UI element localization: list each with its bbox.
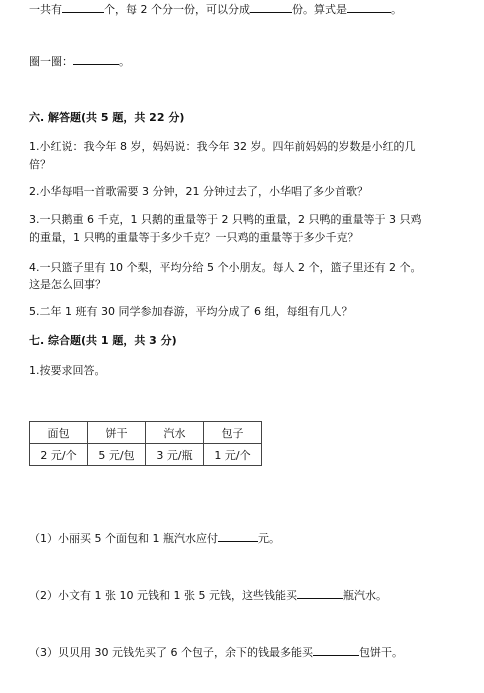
answer-blank[interactable]: [250, 2, 292, 13]
table-cell: 5 元/包: [88, 444, 146, 466]
answer-blank[interactable]: [347, 2, 391, 13]
circle-instruction: [29, 54, 130, 69]
table-cell: 3 元/瓶: [146, 444, 204, 466]
table-cell: 包子: [204, 422, 262, 444]
question-4-line-1: 4.一只篮子里有 10 个梨，平均分给 5 个小朋友。每人 2 个，篮子里还有 2 个。: [29, 261, 422, 274]
section-heading-6: 六. 解答题(共 5 题，共 22 分): [29, 111, 185, 124]
price-table: [29, 421, 262, 466]
table-cell: 汽水: [146, 422, 204, 444]
table-cell: 面包: [30, 422, 88, 444]
comprehensive-question-1: 1.按要求回答。: [29, 364, 106, 377]
question-2: 2.小华每唱一首歌需要 3 分钟，21 分钟过去了，小华唱了多少首歌？: [29, 185, 368, 198]
text-segment: 。: [391, 3, 402, 16]
text-segment: （1）小丽买 5 个面包和 1 瓶汽水应付: [29, 532, 218, 545]
sub-question-1: [29, 531, 280, 546]
question-3-line-2: 的重量，1 只鸭的重量等于多少千克？一只鸡的重量等于多少千克？: [29, 231, 359, 244]
text-segment: 元。: [257, 532, 280, 545]
circle-label: 圈一圈：: [29, 55, 73, 68]
question-5: 5.二年 1 班有 30 同学参加春游，平均分成了 6 组，每组有几人？: [29, 305, 353, 318]
question-3-line-1: 3.一只鹅重 6 千克，1 只鹅的重量等于 2 只鸭的重量，2 只鸭的重量等于 3 只鸡: [29, 213, 422, 226]
answer-blank[interactable]: [62, 2, 104, 13]
answer-blank[interactable]: [297, 588, 343, 599]
question-4-line-2: 这是怎么回事？: [29, 278, 106, 291]
table-row: [30, 444, 262, 466]
text-segment: 一共有: [29, 3, 62, 16]
text-segment: 瓶汽水。: [342, 589, 387, 602]
text-segment: 份。算式是: [292, 3, 347, 16]
text-segment: （3）贝贝用 30 元钱先买了 6 个包子，余下的钱最多能买: [29, 646, 313, 659]
answer-blank[interactable]: [218, 531, 258, 542]
text-segment: （2）小文有 1 张 10 元钱和 1 张 5 元钱，这些钱能买: [29, 589, 297, 602]
sub-question-3: [29, 645, 403, 660]
table-cell: 2 元/个: [30, 444, 88, 466]
text-segment: 包饼干。: [358, 646, 403, 659]
sub-question-2: [29, 588, 387, 603]
text-segment: 个，每 2 个分一份，可以分成: [104, 3, 250, 16]
section-heading-7: 七. 综合题(共 1 题，共 3 分): [29, 334, 177, 347]
table-cell: 1 元/个: [204, 444, 262, 466]
answer-blank[interactable]: [73, 54, 119, 65]
answer-blank[interactable]: [313, 645, 359, 656]
table-cell: 饼干: [88, 422, 146, 444]
table-header-row: [30, 422, 262, 444]
text-segment: 。: [119, 55, 130, 68]
question-1-line-1: 1.小红说：我今年 8 岁，妈妈说：我今年 32 岁。四年前妈妈的岁数是小红的几: [29, 140, 416, 153]
fill-in-line-total: [29, 2, 402, 17]
question-1-line-2: 倍？: [29, 158, 51, 171]
